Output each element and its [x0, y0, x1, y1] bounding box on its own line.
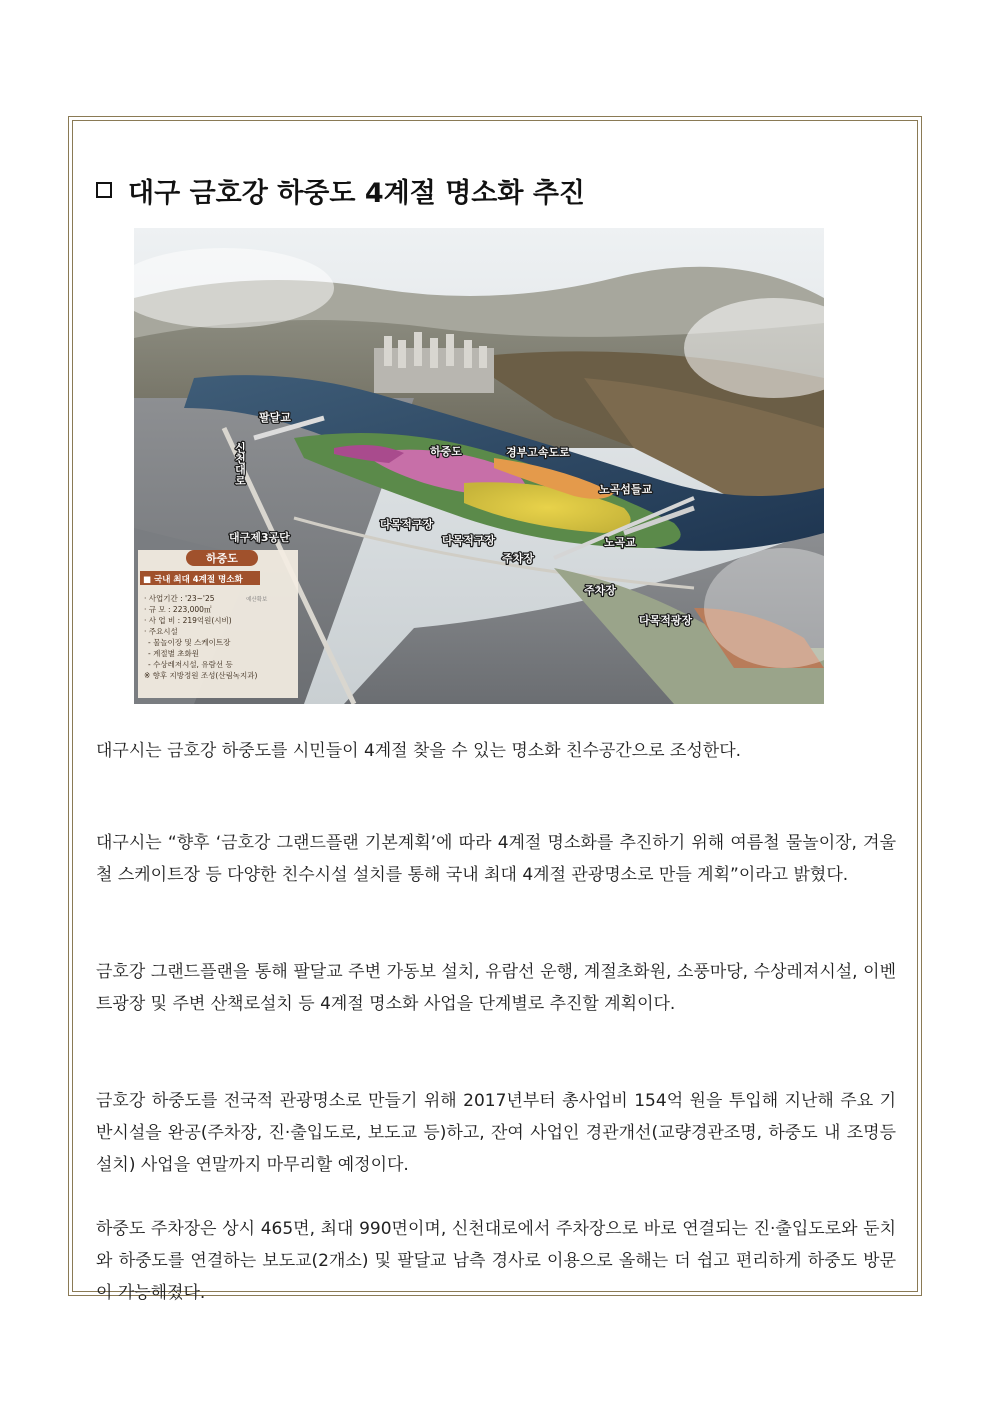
infobox-facility-1: - 물놀이장 및 스케이트장 [148, 638, 231, 647]
label-paldal-bridge: 팔달교 [259, 411, 291, 424]
infobox-facility-3: - 수상레저시설, 유람선 등 [148, 660, 233, 669]
label-parking-1: 주차장 [502, 552, 534, 565]
paragraph-2: 대구시는 “향후 ‘금호강 그랜드플랜 기본계획’에 따라 4계절 명소화를 추진하기 위해 여름철 물놀이장, 겨울철 스케이트장 등 다양한 친수시설 설치를 통해 국내 최대 4계절 관광명소로 만들 계획”이라고 밝혔다. [96, 833, 896, 885]
label-hajungdo: 하중도 [430, 445, 462, 458]
label-multi-field-1: 다목적구장 [380, 518, 434, 531]
infobox-period: · 사업기간 : '23~'25 [144, 594, 215, 603]
checkbox-square-icon [96, 182, 112, 198]
label-sincheon-road [234, 441, 247, 486]
infobox-facility-2: - 계절별 초화원 [148, 649, 199, 658]
paragraph-5: 하중도 주차장은 상시 465면, 최대 990면이며, 신천대로에서 주차장으로 바로 연결되는 진·출입도로와 둔치와 하중도를 연결하는 보도교(2개소) 및 팔달교 남측 경사로 이용으로 올해는 더 쉽고 편리하게 하중도 방문이 가능해졌다. [96, 1219, 896, 1303]
label-nogok-bridge-walk: 노곡섬들교 [599, 483, 653, 496]
label-daegu-3rd-industrial: 대구제3공단 [229, 531, 290, 544]
infobox-subheader: ■ 국내 최대 4계절 명소화 [143, 575, 243, 585]
label-multi-field-2: 다목적구장 [442, 534, 496, 547]
label-parking-2: 주차장 [584, 584, 616, 597]
infobox-header: 하중도 [206, 552, 238, 565]
title-text: 대구 금호강 하중도 4계절 명소화 추진 [128, 177, 586, 209]
infobox-note: ※ 향후 지방정원 조성(산림녹지과) [144, 671, 258, 680]
label-multi-plaza: 다목적광장 [639, 614, 693, 627]
infobox-scale: · 규 모 : 223,000㎡ [144, 605, 212, 614]
svg-text:신천대로: 신천대로 [233, 442, 247, 486]
label-gyeongbu-expressway: 경부고속도로 [506, 446, 570, 459]
infobox-cost: · 사 업 비 : 219억원(시비) [144, 616, 232, 625]
infobox-period-note: 예산확보 [246, 597, 268, 603]
label-nogok-bridge: 노곡교 [604, 536, 636, 549]
paragraph-1: 대구시는 금호강 하중도를 시민들이 4계절 찾을 수 있는 명소화 친수공간으로 조성한다. [96, 741, 742, 761]
paragraph-4: 금호강 하중도를 전국적 관광명소로 만들기 위해 2017년부터 총사업비 154억 원을 투입해 지난해 주요 기반시설을 완공(주차장, 진·출입도로, 보도교 등)하고, 잔여 사업인 경관개선(교량경관조명, 하중도 내 조명등 설치) 사업을 연말까지 마무리할 예정이다. [96, 1091, 896, 1175]
page-title [96, 170, 585, 210]
paragraph-3: 금호강 그랜드플랜을 통해 팔달교 주변 가동보 설치, 유람선 운행, 계절초화원, 소풍마당, 수상레져시설, 이벤트광장 및 주변 산책로설치 등 4계절 명소화 사업을 단계별로 추진할 계획이다. [96, 962, 896, 1014]
infobox-facilities: · 주요시설 [144, 627, 178, 636]
aerial-rendering-image [134, 228, 824, 704]
